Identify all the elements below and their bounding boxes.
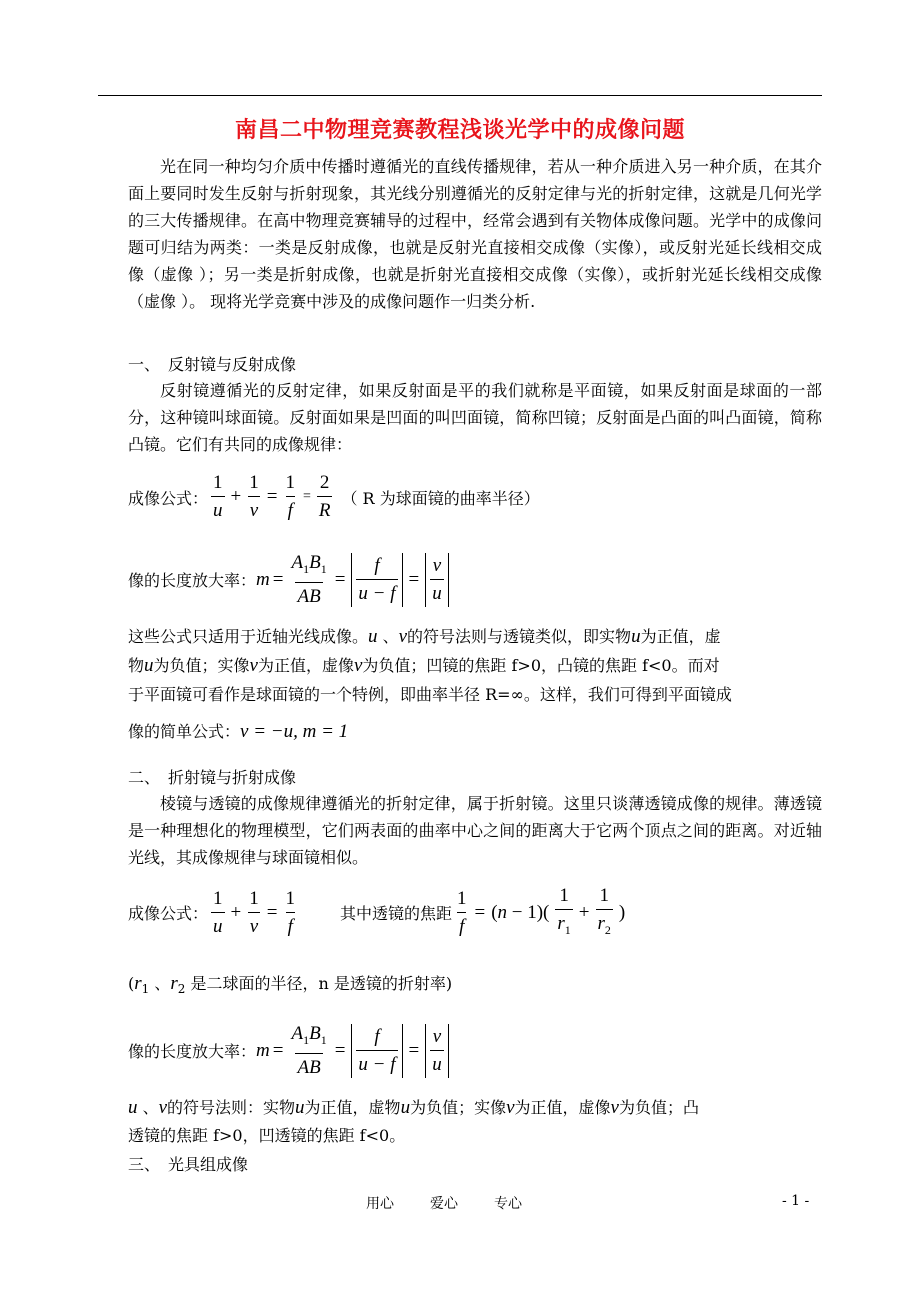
footer-motto-1: 用心: [366, 1196, 394, 1212]
mirror-formula-label: 成像公式：: [128, 488, 209, 508]
section-1-number: 一、: [128, 355, 161, 374]
header-rule: [98, 95, 822, 96]
section-1-paragraph: 反射镜遵循光的反射定律，如果反射面是平的我们就称是平面镜，如果反射面是球面的一部分，这种镜叫球面镜。反射面如果是凹面的叫凹面镜，简称凹镜；反射面是凸面的叫凸面镜，简称凸镜。它们有共同的成像规律：: [128, 381, 822, 454]
frac-1-over-u: $\frac{1}{u}$: [213, 472, 223, 521]
sign-rules-line-3: 于平面镜可看作是球面镜的一个特例，即曲率半径 R=∞。这样，我们可得到平面镜成: [128, 685, 732, 704]
mirror-formula: 成像公式： $\frac{1}{u}$ + $\frac{1}{v}$ = $\frac{1}{f}$ = $\frac{2}{R}$ （ R 为球面镜的曲率半径）: [128, 472, 540, 521]
footer-motto-3: 专心: [494, 1196, 522, 1212]
lens-magnification: 像的长度放大率： m = $\frac{A_1B_1}{AB}$ = $\frac{f}{u - f}$ = $\frac{v}{u}$: [128, 1023, 452, 1079]
mirror-magnification: 像的长度放大率： m = $\frac{A_1B_1}{AB}$ = $\frac{f}{u - f}$ = $\frac{v}{u}$: [128, 552, 452, 608]
intro-paragraph: 光在同一种均匀介质中传播时遵循光的直线传播规律，若从一种介质进入另一种介质，在其介面上要同时发生反射与折射现象，其光线分别遵循光的反射定律与光的折射定律，这就是几何光学的三大传播规律。在高中物理竞赛辅导的过程中，经常会遇到有关物体成像问题。光学中的成像问题可归结为两类：一类是反射成像，也就是反射光直接相交成像（实像），或反射光延长线相交成像（虚像 ）；另一类是折射成像，也就是折射光直接相交成像（实像），或折射光延长线相交成像（虚像 ）。 现将光学竞赛中涉及的成像问题作一归类分析.: [128, 157, 822, 311]
plane-mirror-formula: 像的简单公式：v = −u, m = 1: [128, 721, 349, 742]
sign-rules-line-1: 这些公式只适用于近轴光线成像。u 、v的符号法则与透镜类似，即实物u为正值，虚: [128, 626, 721, 647]
lens-focal-label: 其中透镜的焦距: [339, 904, 452, 924]
lens-sign-rules-2: 透镜的焦距 f>0，凹透镜的焦距 f<0。: [128, 1126, 406, 1145]
lens-sign-rules-1: u 、v的符号法则：实物u为正值，虚物u为负值；实像v为正值，虚像v为负值；凸: [128, 1097, 699, 1118]
radius-note: ($r_1$ 、$r_2$ 是二球面的半径，n 是透镜的折射率): [128, 973, 453, 997]
mirror-formula-note: （ R 为球面镜的曲率半径）: [341, 488, 540, 508]
footer-motto-2: 爱心: [430, 1196, 458, 1212]
document-title: 南昌二中物理竞赛教程浅谈光学中的成像问题: [234, 117, 685, 143]
section-1-title: 反射镜与反射成像: [168, 355, 297, 374]
sign-rules-line-2: 物u为负值；实像v为正值，虚像v为负值；凹镜的焦距 f>0，凸镜的焦距 f<0。而对: [128, 655, 720, 676]
section-2-heading: 二、 折射镜与折射成像: [128, 768, 297, 787]
mirror-mag-label: 像的长度放大率：: [128, 571, 257, 591]
lens-formula: 成像公式： $\frac{1}{u}$ + $\frac{1}{v}$ = $\frac{1}{f}$ 其中透镜的焦距 $\frac{1}{f}$ = (n − 1)( $\frac{1}{r_1}$ + $\frac{1}{r_2}$ ): [128, 885, 628, 941]
section-2-paragraph: 棱镜与透镜的成像规律遵循光的折射定律，属于折射镜。这里只谈薄透镜成像的规律。薄透镜是一种理想化的物理模型，它们两表面的曲率中心之间的距离大于它两个顶点之间的距离。对近轴光线，其成像规律与球面镜相似。: [128, 794, 822, 867]
frac-1-over-f: $\frac{1}{f}$: [285, 472, 295, 521]
frac-2-over-r: $\frac{2}{R}$: [318, 472, 331, 521]
section-1-heading: [128, 352, 296, 375]
section-3-heading: 三、 光具组成像: [128, 1155, 249, 1174]
page-number: - 1 -: [782, 1193, 810, 1209]
frac-1-over-v: $\frac{1}{v}$: [249, 472, 259, 521]
